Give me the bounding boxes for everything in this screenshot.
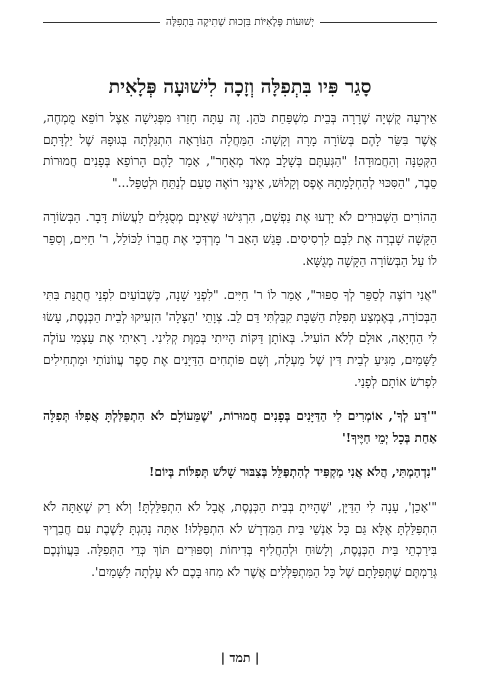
paragraph: "אֲנִי רוֹצֶה לְסַפֵּר לְךָ סִפּוּר", אָמַר לוֹ ר' חַיִּים. "לִפְנֵי שָׁנָה, כְּשֶׁבוֹעַיִם לִפְנֵי חֲתֻנַּת בִּתִּי הַבְּכוֹרָה, בְּאֶמְצַע תְּפִלַּת הַשַּׁבָּת קִבַּלְתִּי דֵּם לֵב. צְוָתֵי 'הַצָּלָה' הִזְעִיקוּ לְבֵית הַכְּנֶסֶת, עָשׂוּ לִי הַחְיָאָה, אוּלָם לְלֹא הוֹעִיל. בְּאוֹתָן דַּקּוֹת הָיִיתִי בְּמַוֶּת קְלִינִי. רָאִיתִי אֶת עַצְמִי עוֹלֶה לַשָּׁמַיִם, מַגִּיעַ לְבֵית דִּין שֶׁל מַעְלָה, וְשָׁם פּוֹתְחִים הַדַּיָּנִים אֶת סֵפֶר עֲווֹנוֹתַי וּמַתְחִילִים לִפְרֹשׂ אוֹתָם לְפָנַי. bbox=[43, 288, 437, 389]
folio-bracket-open: | bbox=[250, 650, 260, 665]
header-rule-right bbox=[320, 22, 437, 23]
page-number bbox=[0, 650, 480, 666]
folio-number: תמד bbox=[229, 650, 251, 665]
article-title: סָגַר פִּיו בִּתְפִלָּה וְזָכָה לִישׁוּעָה פְּלָאִית bbox=[108, 75, 372, 98]
paragraph: הַהוֹרִים הַשְּׁבוּרִים לֹא יָדְעוּ אֶת נַפְשָׁם, הִרְגִּישׁוּ שֶׁאֵינָם מְסֻגָּלִים לַעֲשׂוֹת דָּבָר. הַבְּשׂוֹרָה הַקָּשָׁה שָׁבְרָה אֶת לִבָּם לִרְסִיסִים. פָּגַשׁ הָאַב ר' מָרְדְּכַי אֶת חֲבֵרוֹ לַכּוֹלֵל, ר' חַיִּים, וְסִפֵּר לוֹ עַל הַבְּשׂוֹרָה הַקָּשָׁה מְגֻשָּׁא. bbox=[43, 210, 437, 268]
folio-bracket-close: | bbox=[220, 650, 230, 665]
paragraph: "'דַּע לְךָ', אוֹמְרִים לִי הַדַּיָּנִים בְּפָנִים חֲמוּרוֹת, 'שֶׁמֵּעוֹלָם לֹא הִתְפַּלַּלְתָּ אֲפִלּוּ תְּפִלָּה אַחַת בְּכָל יְמֵי חַיֶּיךָ!' bbox=[43, 409, 437, 445]
article-body bbox=[43, 108, 437, 596]
paragraph: "'אָכֵן', עָנָה לִי הַדַּיָּן, 'שֶׁהָיִיתָ בְּבֵית הַכְּנֶסֶת, אֲבָל לֹא הִתְפַּלַּלְתָּ! וְלֹא רַק שֶׁאַתָּה לֹא הִתְפַּלַּלְתָּ אֶלָּא גַּם כָּל אַנְשֵׁי בֵּית הַמִּדְרָשׁ לֹא הִתְפַּלְּלוּ! אַתָּה נָהַגְתָּ לָשֶׁבֶת עִם חֲבֵרֶיךָ בִּירַכְתֵי בֵּית הַכְּנֶסֶת, וְלָשׂוּחַ וּלְהַחֲלִיף בְּדִיחוֹת וְסִפּוּרִים תּוֹךְ כְּדֵי הַתְּפִלָּה. בַּעֲווֹנְכֶם גְּרַמְתֶּם שֶׁתְּפִלָּתָם שֶׁל כָּל הַמִּתְפַּלְּלִים אֲשֶׁר לֹא מִחוּ בָּכֶם לֹא עָלְתָה לַשָּׁמַיִם'. bbox=[43, 499, 437, 579]
running-title: יְשׁוּעוֹת פְּלָאִיּוֹת בִּזְכוּת שְׁתִיקָה בִּתְפִלָּה bbox=[165, 16, 315, 28]
header-rule-left bbox=[43, 22, 160, 23]
running-header bbox=[43, 14, 437, 30]
paragraph: "נִדְהַמְתִּי, הֲלֹא אֲנִי מַקְפִּיד לְהִתְפַּלֵּל בְּצִבּוּר שָׁלֹשׁ תְּפִלּוֹת בְּיוֹם! bbox=[148, 465, 437, 480]
paragraph: אֵירְעָה קֻשְׁיָה שֶׁרָרָה בְּבֵית מִשְׁפַּחַת כֹּהֵן. זֶה עַתָּה חָזַרוּ מִפְּגִישָׁה אֵצֶל רוֹפֵא מֻמְחֶה, אֲשֶׁר בִּשֵּׂר לָהֶם בְּשׂוֹרָה מָרָה וְקָשָׁה: הַמַּחֲלָה הַנּוֹרָאָה הִתְגַּלְּתָה בְּגוּפָהּ שֶׁל יַלְדָּתָם הַקְּטַנָּה וְהַחֲמוּדָה! "הַגְּעַתֶּם בְּשָׁלָב מְאֹד מְאֻחָר", אָמַר לָהֶם הָרוֹפֵא בְּפָנִים חֲמוּרוֹת סֵבֶר, "הַסִּכּוּי לְהַחְלָמָתָהּ אֶפֶס וְקָלוּשׁ, אֵינֶנִּי רוֹאֶה טַעַם לְנַתֵּחַ וּלְטַפֵּל..." bbox=[43, 111, 437, 190]
